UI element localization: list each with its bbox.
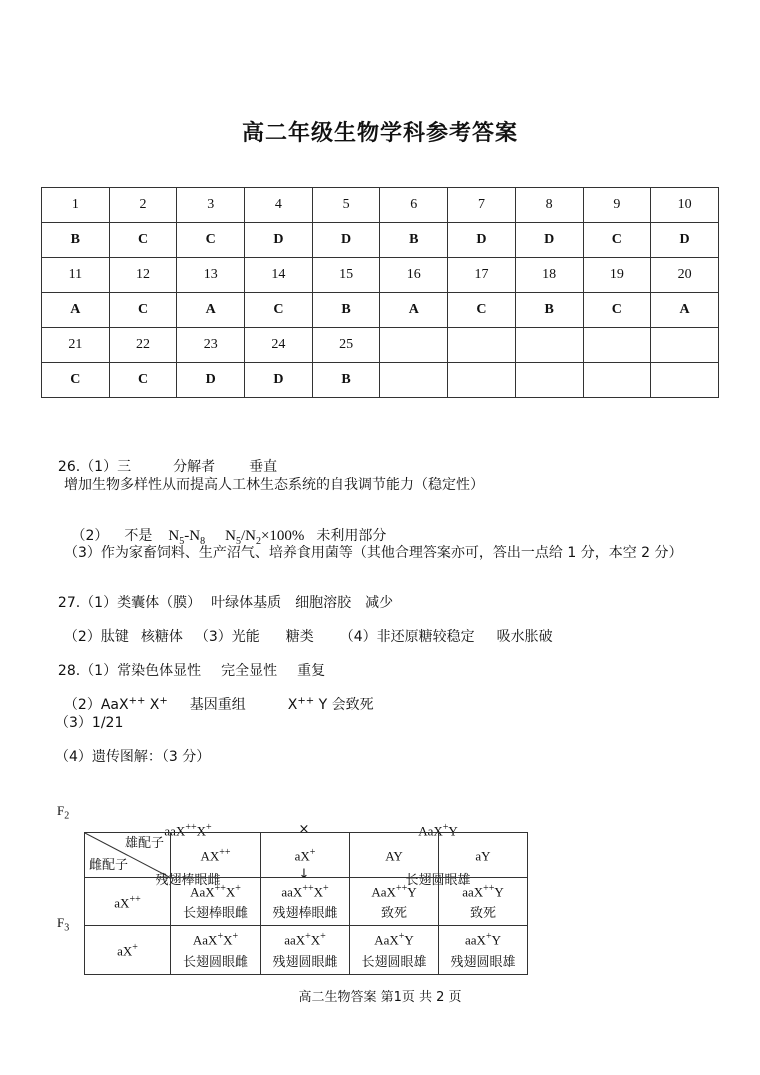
offspring-cell (350, 878, 439, 926)
offspring-phenotype: 残翅圆眼雌 (272, 954, 338, 970)
question-number-cell: 17 (448, 258, 516, 293)
question-number-cell: 11 (42, 258, 110, 293)
female-gamete-header: 雌配子 (89, 858, 129, 873)
answer-cell: C (177, 223, 245, 258)
offspring-genotype: aaX++X+ (281, 883, 329, 900)
answer-row (42, 363, 719, 398)
question-number-cell: 25 (312, 328, 380, 363)
question-number-cell: 13 (177, 258, 245, 293)
q27-cytosol: 细胞溶胶 (295, 595, 352, 611)
offspring-cell (350, 926, 439, 974)
question-number-cell: 10 (651, 188, 719, 223)
question-number-cell: 14 (245, 258, 313, 293)
answer-table (41, 187, 719, 398)
answer-cell: D (515, 223, 583, 258)
offspring-cell (261, 878, 350, 926)
male-gamete-cell: AY (350, 833, 439, 878)
question-number-row (42, 258, 719, 293)
answer-cell: C (448, 293, 516, 328)
q28-autosomal-dominant: 28.（1）常染色体显性 (57, 663, 202, 679)
question-number-cell: 12 (109, 258, 177, 293)
answer-cell (651, 363, 719, 398)
q27-sugars: 糖类 (285, 629, 314, 645)
page-title: 高二年级生物学科参考答案 (241, 121, 518, 146)
q26-line1 (49, 440, 277, 476)
q27-decrease: 减少 (365, 595, 394, 611)
answer-row (42, 223, 719, 258)
page-footer: 高二生物答案 第1页 共 2 页 (298, 990, 462, 1005)
male-gamete-cell: AX++ (171, 833, 261, 878)
question-number-cell: 5 (312, 188, 380, 223)
female-phenotype: 残翅棒眼雌 (155, 873, 221, 889)
q27-nonreducing-sugar: （4）非还原糖较稳定 (339, 629, 475, 645)
question-number-cell: 9 (583, 188, 651, 223)
male-gamete-cell: aY (439, 833, 528, 878)
q26-part1-answer: 26.（1）三 (57, 459, 132, 475)
question-number-cell: 4 (245, 188, 313, 223)
offspring-genotype: aaX++Y (462, 883, 504, 900)
answer-cell: C (109, 223, 177, 258)
q28-line4: （4）遗传图解：（3 分） (55, 749, 211, 765)
q26-formula-a: $N_5-N_8$ (168, 528, 206, 547)
offspring-cell (261, 926, 350, 974)
question-number-cell: 18 (515, 258, 583, 293)
answer-cell: D (448, 223, 516, 258)
punnett-row (85, 926, 528, 974)
offspring-genotype: AaX++Y (371, 883, 417, 900)
offspring-phenotype: 长翅棒眼雌 (182, 906, 248, 922)
male-genotype: AaX+Y (418, 822, 458, 839)
answer-cell (448, 363, 516, 398)
question-number-cell: 6 (380, 188, 448, 223)
question-number-cell: 19 (583, 258, 651, 293)
down-arrow-icon: ↓ (298, 867, 310, 882)
offspring-phenotype: 长翅圆眼雄 (361, 954, 427, 970)
answer-cell: C (245, 293, 313, 328)
offspring-genotype: AaX+Y (374, 931, 414, 948)
answer-cell: A (380, 293, 448, 328)
question-number-cell: 2 (109, 188, 177, 223)
offspring-genotype: AaX+X+ (192, 931, 239, 948)
question-number-cell: 8 (515, 188, 583, 223)
q27-light-energy: （3）光能 (194, 629, 260, 645)
q27-ribosome: 核糖体 (140, 629, 183, 645)
question-number-row (42, 188, 719, 223)
answer-cell: C (583, 223, 651, 258)
q27-stroma: 叶绿体基质 (211, 595, 282, 611)
question-number-cell (380, 328, 448, 363)
answer-cell: B (312, 363, 380, 398)
female-gamete-cell: aX++ (85, 878, 171, 926)
offspring-genotype: aaX+X+ (284, 931, 326, 948)
q26-line4: （3）作为家畜饲料、生产沼气、培养食用菌等（其他合理答案亦可，答出一点给 1 分，本空 2 分） (64, 545, 683, 561)
q26-line2: 增加生物多样性从而提高人工林生态系统的自我调节能力（稳定性） (64, 477, 484, 493)
question-number-cell: 7 (448, 188, 516, 223)
offspring-cell (171, 878, 261, 926)
times-symbol: × (298, 822, 310, 837)
question-number-cell: 22 (109, 328, 177, 363)
q27-line1 (49, 576, 393, 612)
offspring-phenotype: 残翅圆眼雄 (450, 954, 516, 970)
question-number-cell (515, 328, 583, 363)
question-number-cell (583, 328, 651, 363)
answer-cell (515, 363, 583, 398)
q26-formula-b: $N_5/N_2\times 100\%$ (225, 528, 305, 547)
answer-cell: D (245, 363, 313, 398)
male-gamete-header: 雄配子 (124, 836, 164, 851)
female-genotype: aaX++X+ (164, 822, 212, 839)
offspring-genotype: AaX++X+ (190, 883, 241, 900)
answer-cell: C (42, 363, 110, 398)
answer-cell: A (177, 293, 245, 328)
question-number-row (42, 328, 719, 363)
answer-cell: C (109, 293, 177, 328)
question-number-cell (448, 328, 516, 363)
q26-not: 不是 (124, 528, 153, 544)
q28-recombination: 基因重组 (189, 697, 246, 713)
q26-part2-label: （2） (71, 528, 109, 544)
female-gamete-cell: aX+ (85, 926, 171, 974)
q27-thylakoid: 27.（1）类囊体（膜） (57, 595, 202, 611)
punnett-row (85, 878, 528, 926)
q27-burst: 吸水胀破 (496, 629, 553, 645)
f3-label: $F_3$ (57, 915, 70, 934)
q26-decomposer: 分解者 (173, 459, 216, 475)
q26-vertical: 垂直 (249, 459, 278, 475)
question-number-cell: 23 (177, 328, 245, 363)
offspring-phenotype: 致死 (380, 906, 407, 922)
question-number-cell: 21 (42, 328, 110, 363)
male-gamete-cell: aX+ (261, 833, 350, 878)
answer-cell: C (109, 363, 177, 398)
q28-line3: （3）1/21 (55, 715, 124, 731)
q27-peptide-bond: （2）肽键 (63, 629, 129, 645)
q28-line1 (49, 644, 325, 680)
answer-cell: D (245, 223, 313, 258)
male-phenotype: 长翅圆眼雄 (405, 873, 471, 889)
question-number-cell: 3 (177, 188, 245, 223)
offspring-phenotype: 致死 (469, 906, 496, 922)
answer-cell: A (651, 293, 719, 328)
answer-cell: D (651, 223, 719, 258)
f2-label: $F_2$ (57, 803, 70, 822)
answer-cell: C (583, 293, 651, 328)
answer-cell: A (42, 293, 110, 328)
q28-duplication: 重复 (297, 663, 326, 679)
offspring-phenotype: 残翅棒眼雌 (272, 906, 338, 922)
question-number-cell (651, 328, 719, 363)
question-number-cell: 1 (42, 188, 110, 223)
answer-cell: D (177, 363, 245, 398)
answer-cell: B (42, 223, 110, 258)
answer-cell: D (312, 223, 380, 258)
answer-cell (583, 363, 651, 398)
q28-genotype: （2）AaX++ X+ (63, 695, 168, 713)
offspring-cell (171, 926, 261, 974)
q27-line2 (55, 610, 553, 646)
question-number-cell: 20 (651, 258, 719, 293)
answer-cell: B (515, 293, 583, 328)
punnett-table (84, 832, 528, 975)
answer-row (42, 293, 719, 328)
q26-unused-part: 未利用部分 (316, 528, 387, 544)
question-number-cell: 24 (245, 328, 313, 363)
answer-cell: B (380, 223, 448, 258)
q28-line2 (55, 678, 374, 714)
q28-lethal: X++ Y 会致死 (287, 695, 374, 713)
offspring-cell (439, 926, 528, 974)
question-number-cell: 15 (312, 258, 380, 293)
answer-cell: B (312, 293, 380, 328)
punnett-corner (85, 833, 171, 878)
offspring-genotype: aaX+Y (465, 931, 501, 948)
q28-complete-dominance: 完全显性 (221, 663, 278, 679)
offspring-cell (439, 878, 528, 926)
answer-cell (380, 363, 448, 398)
offspring-phenotype: 长翅圆眼雌 (182, 954, 248, 970)
question-number-cell: 16 (380, 258, 448, 293)
